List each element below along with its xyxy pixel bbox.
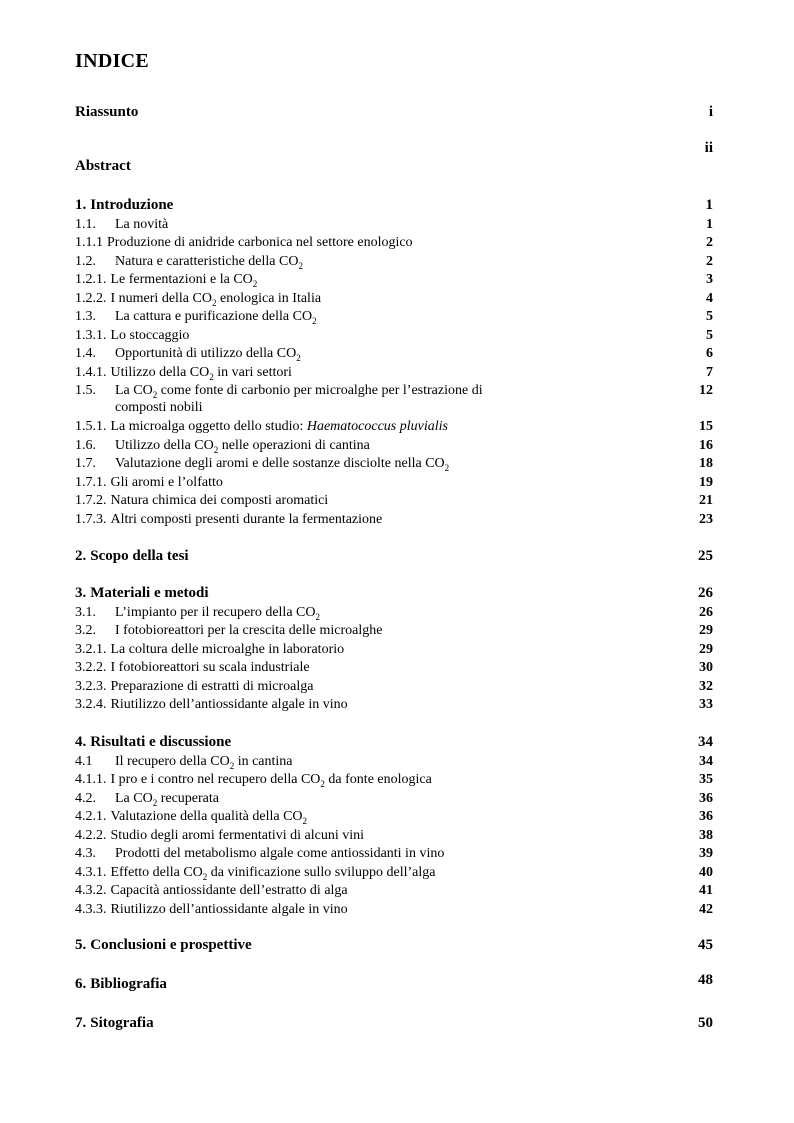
toc-entry-title: Effetto della $CO_2$ da vinificazione sullo sviluppo dell’alga bbox=[110, 865, 436, 882]
toc-entry-title: Opportunità di utilizzo della $CO_2$ bbox=[115, 346, 301, 363]
toc-entry bbox=[75, 455, 713, 472]
toc-entry bbox=[75, 234, 713, 251]
toc-page-number: 6 bbox=[706, 346, 713, 361]
toc-entry-title: Risultati e discussione bbox=[90, 734, 232, 750]
toc-entry-number: 5. bbox=[75, 937, 87, 953]
toc-entry-title: La $CO_2$ recuperata bbox=[115, 791, 220, 808]
toc-entry bbox=[75, 364, 713, 381]
toc-entry bbox=[75, 622, 713, 639]
toc-entry-title: Scopo della tesi bbox=[90, 548, 189, 564]
toc-entry-number: 4. bbox=[75, 734, 87, 750]
toc-page-number: 4 bbox=[706, 291, 713, 306]
toc-entry-title: Natura e caratteristiche della $CO_2$ bbox=[115, 254, 303, 271]
toc-chapter-entry bbox=[75, 937, 713, 954]
toc-page-number: 40 bbox=[699, 865, 713, 880]
toc-entry-number: 3.1. bbox=[75, 605, 96, 620]
toc-entry-number: 4.2.1. bbox=[75, 809, 107, 824]
toc-page-number: 16 bbox=[699, 438, 713, 453]
toc-entry-number: 1.7.3. bbox=[75, 512, 107, 527]
toc-page-number: 35 bbox=[699, 772, 713, 787]
toc-entry-title: Prodotti del metabolismo algale come antiossidanti in vino bbox=[115, 846, 445, 861]
toc-entry-number: 3.2.4. bbox=[75, 697, 107, 712]
toc-entry-number: 4.1.1. bbox=[75, 772, 107, 787]
toc-entry bbox=[75, 864, 713, 881]
toc-page-number: 19 bbox=[699, 475, 713, 490]
toc-entry-title: Lo stoccaggio bbox=[110, 328, 190, 343]
toc-page-number: 21 bbox=[699, 493, 713, 508]
toc-entry-title: Abstract bbox=[75, 158, 131, 174]
toc-page-number: 26 bbox=[699, 605, 713, 620]
toc-entry-title: I fotobioreattori su scala industriale bbox=[110, 660, 310, 675]
toc-entry bbox=[75, 604, 713, 621]
toc-entry-title: Le fermentazioni e la $CO_2$ bbox=[110, 272, 258, 289]
toc-entry bbox=[75, 641, 713, 658]
toc-page-number: 29 bbox=[699, 623, 713, 638]
toc-page-number: 38 bbox=[699, 828, 713, 843]
toc-entry-title: Riutilizzo dell’antiossidante algale in vino bbox=[110, 697, 348, 712]
toc-entry-title: Utilizzo della $CO_2$ nelle operazioni di cantina bbox=[115, 438, 370, 455]
toc-page-number: 36 bbox=[699, 809, 713, 824]
toc-entry-number: 3.2.2. bbox=[75, 660, 107, 675]
toc-entry-title: Bibliografia bbox=[90, 976, 167, 992]
toc-entry-title: Riutilizzo dell’antiossidante algale in vino bbox=[110, 902, 348, 917]
toc-chapter-entry bbox=[75, 585, 713, 602]
toc-entry bbox=[75, 474, 713, 491]
toc-page-number: 18 bbox=[699, 456, 713, 471]
toc-entry-number: 6. bbox=[75, 976, 87, 992]
toc-entry-title: Materiali e metodi bbox=[90, 585, 209, 601]
toc-entry bbox=[75, 771, 713, 788]
toc-page-number: 5 bbox=[706, 328, 713, 343]
toc-entry-title: Il recupero della $CO_2$ in cantina bbox=[115, 754, 293, 771]
toc-entry-number: 1.3. bbox=[75, 309, 96, 324]
toc-entry bbox=[75, 253, 713, 270]
toc-entry bbox=[75, 511, 713, 528]
toc-chapter-entry bbox=[75, 104, 713, 121]
toc-entry-number: 2. bbox=[75, 548, 87, 564]
toc-page-number: 32 bbox=[699, 679, 713, 694]
toc-chapter-entry bbox=[75, 972, 713, 993]
toc-page-number: 42 bbox=[699, 902, 713, 917]
toc-entry-title: Riassunto bbox=[75, 104, 139, 120]
toc-entry-number: 4.3.3. bbox=[75, 902, 107, 917]
toc-page-number: 5 bbox=[706, 309, 713, 324]
toc-page-number: 34 bbox=[699, 754, 713, 769]
toc-entry bbox=[75, 790, 713, 807]
toc-page-number: 1 bbox=[705, 197, 713, 213]
toc-chapter-entry bbox=[75, 734, 713, 751]
toc-page-number: 1 bbox=[706, 217, 713, 232]
toc-entry-title: Capacità antiossidante dell’estratto di alga bbox=[110, 883, 348, 898]
toc-entry bbox=[75, 437, 713, 454]
toc-entry-title: Gli aromi e l’olfatto bbox=[110, 475, 223, 490]
toc-entry-title: Studio degli aromi fermentativi di alcuni vini bbox=[110, 828, 365, 843]
toc-entry-number: 3.2.3. bbox=[75, 679, 107, 694]
toc-entry-number: 4.3.1. bbox=[75, 865, 107, 880]
toc-entry-number: 1.5.1. bbox=[75, 419, 107, 434]
toc-entry-number: 4.1 bbox=[75, 754, 93, 769]
toc-entry-number: 4.2.2. bbox=[75, 828, 107, 843]
toc-page-number: 39 bbox=[699, 846, 713, 861]
toc-entry-title: Introduzione bbox=[90, 197, 174, 213]
toc-entry bbox=[75, 659, 713, 676]
toc-entry-number: 1.2.2. bbox=[75, 291, 107, 306]
toc-chapter-entry bbox=[75, 197, 713, 214]
toc-page-number: 30 bbox=[699, 660, 713, 675]
toc-entry-number: 1.4. bbox=[75, 346, 96, 361]
toc-entry-title: I fotobioreattori per la crescita delle microalghe bbox=[115, 623, 383, 638]
toc-entry-number: 4.3.2. bbox=[75, 883, 107, 898]
toc-page-number: 12 bbox=[699, 383, 713, 398]
toc-entry-number: 1.7. bbox=[75, 456, 96, 471]
toc-entry bbox=[75, 216, 713, 233]
toc-entry bbox=[75, 753, 713, 770]
toc-entry bbox=[75, 308, 713, 325]
toc-entry bbox=[75, 882, 713, 899]
toc-entry-title: Natura chimica dei composti aromatici bbox=[110, 493, 329, 508]
toc-page-number: 3 bbox=[706, 272, 713, 287]
toc-page-number: 41 bbox=[699, 883, 713, 898]
toc-entry-number: 3.2.1. bbox=[75, 642, 107, 657]
toc-entry bbox=[75, 808, 713, 825]
toc-entry-title: Conclusioni e prospettive bbox=[90, 937, 252, 953]
toc-entry-title: La cattura e purificazione della $CO_2$ bbox=[115, 309, 317, 326]
toc-entry-number: 1.2.1. bbox=[75, 272, 107, 287]
toc-entry-title: Utilizzo della $CO_2$ in vari settori bbox=[110, 365, 292, 382]
toc-entry bbox=[75, 901, 713, 918]
toc-entry-title: La $CO_2$ come fonte di carbonio per microalghe per l’estrazione di composti nobili bbox=[115, 383, 483, 415]
toc-entry-title: Sitografia bbox=[90, 1015, 154, 1031]
toc-entry-title: Preparazione di estratti di microalga bbox=[110, 679, 314, 694]
page-title: INDICE bbox=[75, 50, 150, 72]
toc-entry-title: I pro e i contro nel recupero della $CO_2$ da fonte enologica bbox=[110, 772, 432, 789]
toc-entry-number: 1.4.1. bbox=[75, 365, 107, 380]
toc-entry bbox=[75, 327, 713, 344]
toc-entry-number: 3.2. bbox=[75, 623, 96, 638]
toc-entry bbox=[75, 845, 713, 862]
toc-entry-title: Altri composti presenti durante la fermentazione bbox=[110, 512, 383, 527]
toc-page-number: 36 bbox=[699, 791, 713, 806]
toc-entry-number: 7. bbox=[75, 1015, 87, 1031]
toc-entry-title: Produzione di anidride carbonica nel settore enologico bbox=[107, 235, 413, 250]
toc-entry bbox=[75, 271, 713, 288]
toc-entry-number: 1. bbox=[75, 197, 87, 213]
toc-page-number: 25 bbox=[698, 548, 713, 564]
toc-page-number: 7 bbox=[706, 365, 713, 380]
toc-entry-number: 3. bbox=[75, 585, 87, 601]
toc-entry-number: 4.3. bbox=[75, 846, 96, 861]
toc-page-number: 15 bbox=[699, 419, 713, 434]
toc-entry-number: 1.5. bbox=[75, 383, 96, 398]
toc-page-number: 48 bbox=[698, 972, 713, 988]
toc-page-number: 2 bbox=[706, 235, 713, 250]
toc-entry bbox=[75, 696, 713, 713]
toc-entry-number: 1.3.1. bbox=[75, 328, 107, 343]
toc-entry-title: Valutazione degli aromi e delle sostanze disciolte nella $CO_2$ bbox=[115, 456, 450, 473]
toc-entry-title: I numeri della $CO_2$ enologica in Italia bbox=[110, 291, 322, 308]
toc-page-number: 29 bbox=[699, 642, 713, 657]
toc-entry-number: 1.7.1. bbox=[75, 475, 107, 490]
toc-page-number: 23 bbox=[699, 512, 713, 527]
toc-entry-title: Valutazione della qualità della $CO_2$ bbox=[110, 809, 308, 826]
toc-entry-number: 1.7.2. bbox=[75, 493, 107, 508]
toc-chapter-entry bbox=[75, 548, 713, 565]
toc-entry-title: La microalga oggetto dello studio: Haematococcus pluvialis bbox=[110, 419, 448, 434]
toc-page-number: 2 bbox=[706, 254, 713, 269]
toc-entry bbox=[75, 345, 713, 362]
toc-chapter-entry bbox=[75, 140, 713, 175]
toc-page-number: ii bbox=[704, 140, 713, 156]
toc-entry-number: 4.2. bbox=[75, 791, 96, 806]
toc-entry-number: 1.1.1 bbox=[75, 235, 103, 250]
toc-entry-number: 1.2. bbox=[75, 254, 96, 269]
toc-page-number: 26 bbox=[698, 585, 713, 601]
toc-entry-title: L’impianto per il recupero della $CO_2$ bbox=[115, 605, 320, 622]
toc-entry-number: 1.6. bbox=[75, 438, 96, 453]
toc-page-number: 34 bbox=[698, 734, 713, 750]
toc-entry bbox=[75, 418, 713, 435]
toc-entry-title: La novità bbox=[115, 217, 169, 232]
toc-page-number: 45 bbox=[698, 937, 713, 953]
toc-entry bbox=[75, 827, 713, 844]
toc-entry-title: La coltura delle microalghe in laboratorio bbox=[110, 642, 345, 657]
toc-entry bbox=[75, 290, 713, 307]
toc-entry bbox=[75, 492, 713, 509]
toc-page-number: 33 bbox=[699, 697, 713, 712]
toc-page-number: 50 bbox=[698, 1015, 713, 1031]
toc-entry bbox=[75, 678, 713, 695]
toc-page-number: i bbox=[708, 104, 713, 120]
toc-entry-number: 1.1. bbox=[75, 217, 96, 232]
toc-entry bbox=[75, 382, 713, 416]
toc-chapter-entry bbox=[75, 1015, 713, 1032]
